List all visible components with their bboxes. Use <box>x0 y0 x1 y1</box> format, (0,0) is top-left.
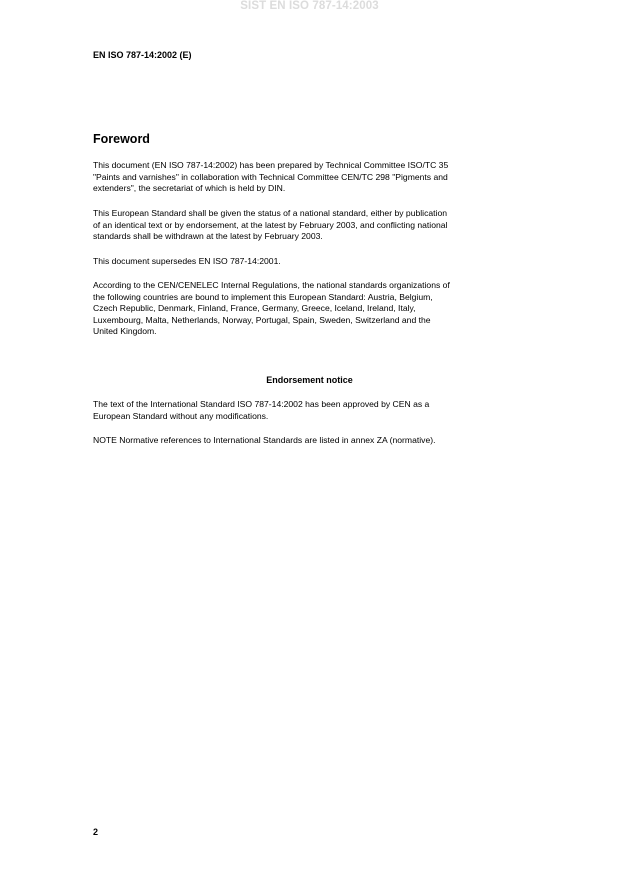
paragraph-text: This document (EN ISO 787-14:2002) has been prepared by Technical Committee ISO/TC 35 "Paints and varnishes" in collaboration with Technical Committee CEN/TC 298 "Pigments and extenders", the secretariat of which is held by DIN. <box>93 160 449 194</box>
foreword-paragraph-1 <box>93 160 533 195</box>
paragraph-text: The text of the International Standard ISO 787-14:2002 has been approved by CEN as a European Standard without any modifications. <box>93 399 430 421</box>
endorsement-note <box>93 435 533 447</box>
endorsement-paragraph-1 <box>93 399 533 422</box>
foreword-heading: Foreword <box>93 132 150 146</box>
paragraph-text: This European Standard shall be given the status of a national standard, either by publication of an identical text or by endorsement, at the latest by February 2003, and conflicting national standards shall be withdrawn at the latest by February 2003. <box>93 208 448 242</box>
page-number: 2 <box>93 827 99 837</box>
paragraph-text: NOTE Normative references to International Standards are listed in annex ZA (normative). <box>93 435 436 445</box>
document-reference: EN ISO 787-14:2002 (E) <box>93 50 192 60</box>
foreword-paragraph-3 <box>93 256 533 268</box>
paragraph-text: This document supersedes EN ISO 787-14:2001. <box>93 256 281 266</box>
endorsement-heading: Endorsement notice <box>266 375 353 385</box>
watermark-text: SIST EN ISO 787-14:2003 <box>240 0 379 12</box>
foreword-paragraph-4 <box>93 280 533 338</box>
paragraph-text: According to the CEN/CENELEC Internal Regulations, the national standards organizations of the following countries are bound to implement this European Standard: Austria, Belgium, Czech Republic, Denmark, Finland, France, Germany, Greece, Iceland, Ireland, Italy, Luxembourg, Malta, Netherlands, Norway, Portugal, Spain, Sweden, Switzerland and the United Kingdom. <box>93 280 450 337</box>
foreword-paragraph-2 <box>93 208 533 243</box>
